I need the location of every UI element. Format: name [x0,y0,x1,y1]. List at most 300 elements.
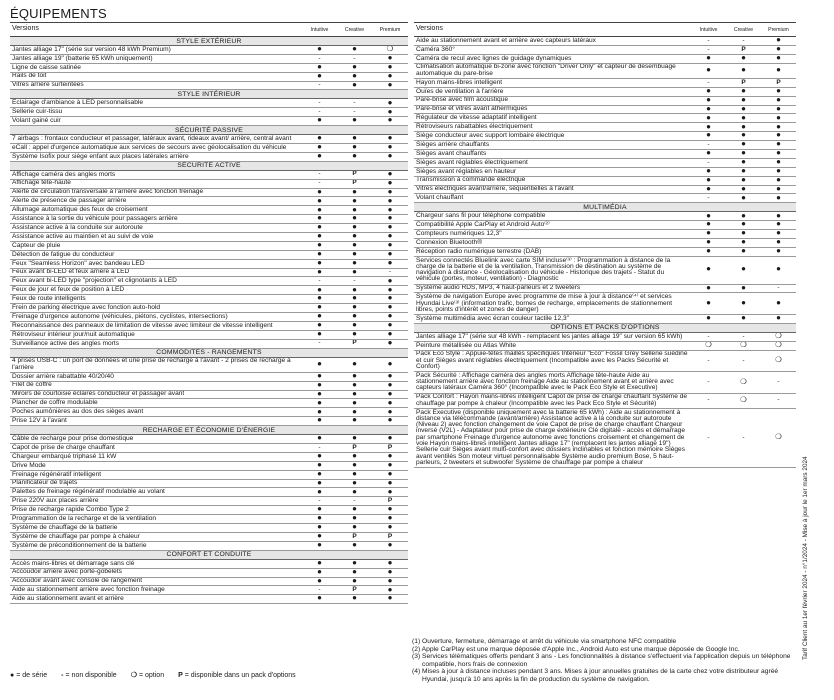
intuitive-value [302,304,337,313]
feature-label: Aide au stationnement avant et arrière avec capteurs latéraux [414,37,691,46]
table-row [10,286,408,295]
intuitive-value [302,108,337,117]
premium-value [372,46,408,55]
creative-value [337,295,372,304]
availability-symbol: ● [352,303,357,312]
availability-symbol: ● [317,63,322,71]
availability-symbol: ● [317,434,322,443]
availability-symbol: ● [352,72,357,80]
availability-symbol: ● [317,143,322,152]
availability-symbol: ● [387,294,393,303]
creative-value [726,239,761,248]
availability-symbol: ● [317,541,322,550]
availability-symbol: ● [387,398,393,407]
creative-value [337,339,372,348]
availability-symbol: ● [352,285,357,294]
feature-label: Rétroviseurs rabattables électriquement [414,123,691,132]
availability-symbol: ● [741,247,746,256]
availability-symbol: ● [352,390,357,398]
premium-value [372,390,408,399]
feature-label: Hayon mains-libres intelligent [414,78,691,87]
table-row [10,99,408,108]
premium-value [372,108,408,117]
legend-text: = disponible dans un pack d'options [184,672,296,679]
creative-value [337,72,372,81]
creative-value [337,497,372,506]
intuitive-value [302,72,337,81]
feature-label: Assistance active à la conduite sur autoroute [10,224,302,233]
feature-label: Transmission à commande électrique [414,176,691,185]
premium-header: Premium [372,23,408,37]
table-row [414,332,796,341]
premium-value [372,241,408,250]
availability-symbol: ● [387,381,393,389]
availability-symbol: ● [317,232,322,241]
availability-symbol: ● [317,188,322,196]
availability-symbol: ● [741,238,746,247]
availability-symbol: ● [387,107,393,116]
availability-symbol: ● [741,149,746,158]
intuitive-value [302,339,337,348]
intuitive-value [302,372,337,381]
availability-symbol: ● [387,303,393,312]
availability-symbol: P [741,45,746,53]
availability-symbol: ● [776,96,781,104]
availability-symbol: ❍ [740,341,747,349]
feature-label: Frein de parking électrique avec fonction auto-hold [10,304,302,313]
intuitive-value [691,123,726,132]
premium-value [761,408,796,467]
legend-item [10,672,47,679]
table-row [10,295,408,304]
creative-header: Creative [337,23,372,37]
creative-value [337,417,372,426]
feature-label: Accès mains-libres et démarrage sans clé [10,559,302,568]
table-row [414,284,796,293]
availability-symbol: - [707,194,710,202]
feature-label: Feux de jour et feux de position à LED [10,286,302,295]
creative-value [337,108,372,117]
section-header-row [10,550,408,559]
feature-label: Affichage caméra des angles morts [10,170,302,179]
creative-value [337,250,372,259]
creative-value [337,452,372,461]
availability-symbol: ● [706,149,711,158]
availability-symbol: P [741,78,746,86]
creative-value [726,149,761,158]
creative-value [726,372,761,393]
section-header-row [10,161,408,170]
feature-label: Détection de fatigue du conducteur [10,250,302,259]
feature-label: Accoudoir avant avec console de rangement [10,577,302,586]
table-row [414,123,796,132]
section-title: CONFORT ET CONDUITE [10,550,408,559]
premium-value [372,54,408,63]
creative-value [337,357,372,372]
availability-symbol: ● [706,122,711,131]
creative-value [337,63,372,72]
intuitive-value [691,149,726,158]
intuitive-value [691,176,726,185]
feature-label: Prise 12V à l'avant [10,417,302,426]
premium-value [372,250,408,259]
intuitive-value [302,444,337,453]
creative-value [726,45,761,54]
availability-symbol: ● [352,223,357,232]
availability-symbol: ● [776,176,781,184]
feature-label: Siège conducteur avec support lombaire électrique [414,132,691,141]
availability-symbol: ● [387,585,393,594]
availability-symbol: ● [352,321,357,330]
availability-symbol: ● [317,45,322,54]
intuitive-value [302,206,337,215]
intuitive-header: Intuitive [691,23,726,37]
intuitive-value [691,87,726,96]
table-row [10,179,408,188]
table-row [10,117,408,126]
intuitive-value [302,417,337,426]
premium-value [761,158,796,167]
premium-value [761,221,796,230]
creative-value [337,372,372,381]
legend-item [61,672,117,679]
premium-value [372,408,408,417]
availability-symbol: ● [706,54,711,62]
intuitive-value [302,568,337,577]
availability-symbol: ● [387,250,393,258]
feature-label: Système de chauffage par pompe à chaleur [10,532,302,541]
creative-value [337,224,372,233]
availability-symbol: ● [352,241,357,250]
versions-header: Versions [10,23,302,37]
premium-value [372,586,408,595]
availability-symbol: ● [741,96,746,104]
creative-value [337,532,372,541]
table-header-row [414,23,796,37]
premium-header: Premium [761,23,796,37]
premium-value [372,215,408,224]
availability-symbol: ● [776,167,781,175]
availability-symbol: P [352,170,357,178]
availability-symbol: ● [352,250,357,258]
availability-symbol: ● [317,487,322,496]
availability-symbol: ● [776,247,781,256]
availability-symbol: ● [387,81,393,89]
premium-value [761,96,796,105]
intuitive-value [302,250,337,259]
feature-label: Câble de recharge pour prise domestique [10,435,302,444]
availability-symbol: ● [352,577,357,585]
premium-value [761,332,796,341]
availability-symbol: ● [387,223,393,232]
availability-symbol: ● [352,143,357,152]
creative-value [726,393,761,408]
availability-symbol: ● [352,81,357,89]
table-row [10,304,408,313]
section-title: STYLE INTÉRIEUR [10,90,408,99]
availability-symbol: ● [741,113,746,122]
table-row [414,194,796,203]
table-row [10,250,408,259]
availability-symbol: ● [317,134,322,143]
feature-label: 4 prises USB-C : un port de données et une prise de recharge à l'avant - 2 prises de recharge à l'arrière [10,357,302,372]
premium-value [761,372,796,393]
intuitive-value [302,452,337,461]
availability-symbol: ● [317,205,322,214]
creative-value [337,99,372,108]
intuitive-value [302,408,337,417]
availability-symbol: ● [706,87,711,95]
creative-value [337,152,372,161]
availability-symbol: ● [741,193,746,202]
legend-item [131,672,164,679]
feature-label: Poches aumônières au dos des sièges avant [10,408,302,417]
availability-symbol: ● [352,470,357,478]
intuitive-value [302,532,337,541]
premium-value [372,224,408,233]
intuitive-value [302,559,337,568]
availability-symbol: - [318,497,321,505]
availability-symbol: ● [387,434,393,443]
intuitive-value [302,81,337,90]
intuitive-value [302,179,337,188]
intuitive-value [691,221,726,230]
legend-symbol: - [61,672,64,679]
table-row [414,141,796,150]
table-row [10,515,408,524]
premium-value [761,54,796,63]
premium-value [761,293,796,314]
footnotes [412,638,802,684]
availability-symbol: - [707,140,710,148]
availability-symbol: ● [387,152,393,161]
availability-symbol: ● [776,158,781,167]
intuitive-value [691,212,726,221]
feature-label: Services connectés Bluelink avec carte SIM incluse⁽³⁾ : Programmation à distance de la charge de la batterie et de la ventilation, Transmission de destination au système de navigation à distance - Géolocalisation du véhicule - Historique des trajets - Statut du véhicule (portes, moteur, ventilation) - Diagnostic [414,256,691,284]
premium-value [761,239,796,248]
feature-label: Jantes alliage 19" (batterie 65 kWh uniquement) [10,54,302,63]
footnote: (4) Mises à jour à distance incluses pendant 3 ans. Mises à jour annuelles gratuites de la carte chez votre distributeur agréé Hyundai, jusqu'à 10 ans après la fin de production du système de navigation. [412,668,779,683]
availability-symbol: ● [387,134,393,143]
table-row [10,461,408,470]
availability-symbol: ● [352,398,357,407]
intuitive-value [302,577,337,586]
section-header-row [10,90,408,99]
premium-value [372,304,408,313]
availability-symbol: ● [387,470,393,478]
availability-symbol: ● [387,312,393,321]
intuitive-value [302,330,337,339]
premium-value [372,295,408,304]
premium-value [372,532,408,541]
table-row [414,87,796,96]
creative-value [337,206,372,215]
availability-symbol: ● [776,105,781,113]
availability-symbol: ● [741,105,746,113]
feature-label: Climatisation automatique bi-zone avec fonction "Driver Only" et capteur de désembuage automatique du pare-brise [414,63,691,78]
intuitive-value [302,470,337,479]
premium-value [372,595,408,604]
feature-label: Feux avant bi-LED et feux arrière à LED [10,268,302,277]
availability-symbol: - [353,54,356,62]
intuitive-value [691,167,726,176]
intuitive-value [302,461,337,470]
availability-symbol: ● [387,98,393,107]
availability-symbol: ● [352,196,357,205]
feature-label: Régulateur de vitesse adaptatif intelligent [414,114,691,123]
premium-value [372,330,408,339]
availability-symbol: ● [776,45,781,54]
feature-label: Miroirs de courtoisie éclairés conducteur et passager avant [10,390,302,399]
availability-symbol: P [352,532,357,540]
creative-value [337,541,372,550]
creative-value [726,123,761,132]
availability-symbol: ● [387,54,393,63]
table-row [10,321,408,330]
availability-symbol: ● [741,140,746,149]
creative-value [337,188,372,197]
creative-value [726,350,761,371]
availability-symbol: ● [317,268,322,276]
premium-value [372,206,408,215]
feature-label: Sellerie cuir-tissu [10,108,302,117]
availability-symbol: ● [387,541,393,550]
table-row [10,72,408,81]
feature-label: Prise 220V aux places arrière [10,497,302,506]
feature-label: Vitres arrière surteintées [10,81,302,90]
feature-label: Pare-brise avec film acoustique [414,96,691,105]
intuitive-value [691,239,726,248]
availability-symbol: ● [387,461,393,469]
creative-value [726,194,761,203]
availability-symbol: ● [387,330,393,339]
intuitive-value [691,393,726,408]
table-row [414,45,796,54]
footnote: (2) Apple CarPlay est une marque déposée d'Apple Inc., Android Auto est une marque déposée de Google Inc. [412,645,740,653]
premium-value [372,577,408,586]
availability-symbol: ● [352,232,357,241]
section-title: SÉCURITÉ PASSIVE [10,126,408,135]
premium-value [372,188,408,197]
availability-symbol: - [707,45,710,53]
availability-symbol: ● [741,65,746,75]
table-row [10,390,408,399]
availability-symbol: - [707,158,710,166]
availability-symbol: ● [387,214,393,223]
table-row [10,595,408,604]
availability-symbol: ❍ [386,45,394,54]
availability-symbol: - [353,99,356,107]
premium-value [372,435,408,444]
availability-symbol: ● [387,143,393,152]
table-row [414,247,796,256]
table-row [414,96,796,105]
availability-symbol: ● [317,532,322,541]
intuitive-value [691,63,726,78]
availability-symbol: ● [387,276,393,285]
creative-value [726,158,761,167]
availability-symbol: ● [387,372,393,380]
availability-symbol: - [742,332,745,340]
availability-symbol: ● [387,63,393,71]
premium-value [761,314,796,323]
premium-value [761,114,796,123]
table-row [10,568,408,577]
section-header-row [414,203,796,212]
table-row [10,188,408,197]
table-row [10,215,408,224]
intuitive-value [302,435,337,444]
creative-value [337,54,372,63]
section-header-row [414,323,796,332]
availability-symbol: ● [776,185,781,193]
table-row [10,313,408,322]
feature-label: Drive Mode [10,461,302,470]
availability-symbol: ● [317,398,322,407]
creative-value [337,595,372,604]
availability-symbol: ● [352,479,357,487]
feature-label: Allumage automatique des feux de croisement [10,206,302,215]
feature-label: Pack Confort : Hayon mains-libres intelligent Capot de prise de charge chauffant Système de chauffage par pompe à chaleur (Incompatible avec les Pack Eco Style et Sécurité) [414,393,691,408]
table-row [414,341,796,350]
availability-symbol: ● [352,259,357,267]
availability-symbol: ❍ [775,341,782,349]
table-row [10,586,408,595]
creative-value [726,63,761,78]
availability-symbol: ● [317,259,322,267]
intuitive-value [691,54,726,63]
table-row [10,372,408,381]
feature-label: Système audio RDS, MP3, 4 haut-parleurs et 2 tweeters [414,284,691,293]
feature-label: Volant chauffant [414,194,691,203]
section-header-row [10,426,408,435]
section-title: SÉCURITÉ ACTIVE [10,161,408,170]
availability-symbol: ● [317,407,322,416]
premium-value [761,256,796,284]
table-row [10,170,408,179]
availability-symbol: ● [706,96,711,104]
availability-symbol: ● [387,72,393,80]
creative-value [337,286,372,295]
intuitive-value [302,188,337,197]
creative-value [726,78,761,87]
availability-symbol: ● [776,264,781,274]
table-row [10,444,408,453]
availability-symbol: ● [706,211,711,220]
premium-value [372,381,408,390]
intuitive-value [302,268,337,277]
availability-symbol: ● [387,196,393,205]
premium-value [372,99,408,108]
availability-symbol: ❍ [775,432,782,442]
intuitive-value [302,515,337,524]
availability-symbol: ● [317,152,322,161]
intuitive-value [691,194,726,203]
availability-symbol: ● [317,372,322,380]
availability-symbol: ● [776,87,781,95]
availability-symbol: P [352,179,357,187]
premium-value [372,268,408,277]
premium-value [372,81,408,90]
availability-symbol: ● [352,514,357,523]
section-title: STYLE EXTÉRIEUR [10,37,408,46]
table-row [10,541,408,550]
intuitive-value [691,37,726,46]
availability-symbol: ● [387,390,393,398]
feature-label: Volant gainé cuir [10,117,302,126]
creative-value [337,81,372,90]
table-row [10,435,408,444]
